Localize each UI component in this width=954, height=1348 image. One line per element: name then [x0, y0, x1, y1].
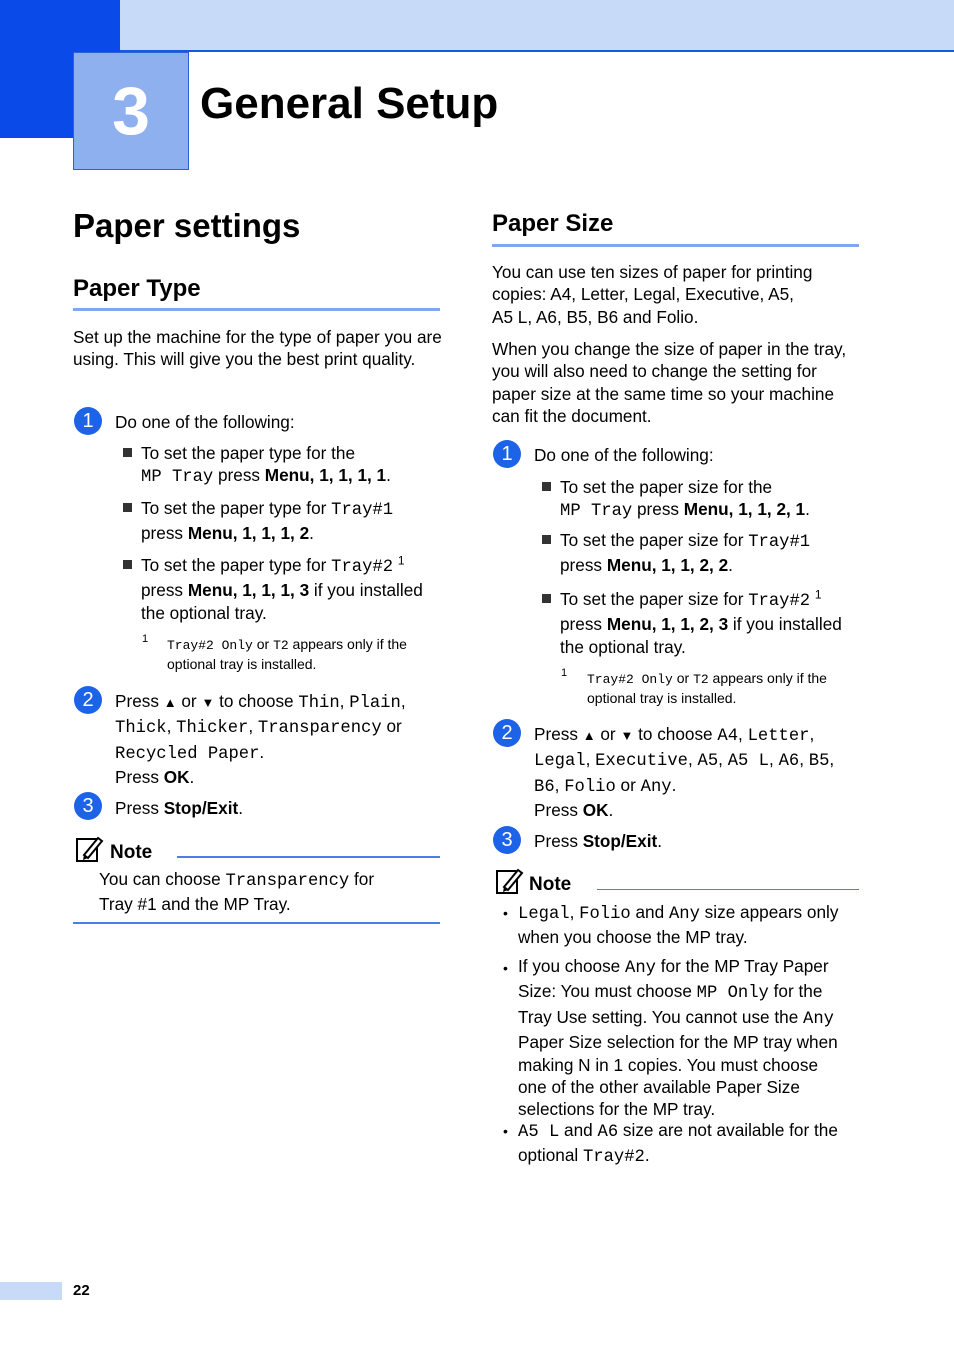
footnote-number: 1 — [142, 633, 149, 645]
step-1-number: 1 — [82, 409, 94, 432]
text: to choose — [633, 724, 718, 744]
option: B6 — [534, 777, 555, 797]
text: Paper Size selection for the MP tray when — [518, 1032, 838, 1053]
paper-size-rule — [492, 244, 859, 247]
step-3-badge — [493, 826, 521, 854]
text: Tray Use setting. You cannot use the — [518, 1006, 804, 1027]
step-2-text: Press ▲ or ▼ to choose A4, Letter, Legal, Executive, A5, A5 L, A6, B5, B6, Folio or Any. Press OK. — [534, 724, 835, 821]
text: Press — [534, 831, 583, 851]
down-arrow-icon: ▼ — [620, 728, 634, 743]
page-number: 22 — [73, 1282, 90, 1299]
text: press — [632, 499, 684, 520]
option: Recycled Paper — [115, 744, 260, 764]
text: You can choose — [99, 869, 226, 889]
note-text — [99, 868, 439, 916]
text: for the — [768, 981, 823, 1002]
text: To set the paper size for — [560, 589, 749, 609]
option: Tray#2 — [582, 1148, 645, 1168]
key-sequence: , 1, 1, 2, 2 — [651, 555, 729, 576]
text: the optional tray. — [141, 602, 267, 623]
text: , — [248, 716, 258, 737]
option: Any — [803, 1009, 834, 1029]
text: Press — [534, 724, 583, 744]
text: or — [672, 670, 694, 686]
up-arrow-icon: ▲ — [163, 695, 177, 710]
step-1-number: 1 — [501, 442, 513, 465]
text: or — [615, 774, 641, 795]
text: To set the paper size for — [560, 530, 749, 550]
text: , — [799, 749, 809, 770]
step-2-text: Press ▲ or ▼ to choose Thin, Plain, Thick, Thicker, Transparency or Recycled Paper. Press OK. — [115, 691, 406, 788]
text: making N in 1 copies. You must choose — [518, 1054, 818, 1075]
text: , — [687, 749, 698, 770]
note-item-1 — [518, 901, 863, 949]
step-1-badge — [74, 407, 102, 435]
text: appears only if the — [288, 636, 407, 652]
chapter-number: 3 — [112, 73, 150, 149]
bullet-text: To set the paper type for the — [141, 443, 356, 463]
option: A5 L — [727, 752, 769, 772]
text: for the MP Tray Paper — [655, 956, 829, 976]
text: , — [738, 724, 748, 744]
step-2-number: 2 — [82, 688, 94, 711]
step-2-badge — [74, 686, 102, 714]
option: B5 — [808, 752, 830, 772]
note-item-3 — [518, 1119, 863, 1170]
chapter-number-box — [73, 52, 189, 170]
footnote-ref: 1 — [814, 587, 822, 602]
text: press — [141, 580, 188, 601]
paper-size-intro-2: When you change the size of paper in the tray, you will also need to change the setting for paper size at the same time so your machine can fit the document. — [492, 339, 847, 427]
key-sequence: , 1, 1, 2, 1 — [728, 499, 806, 520]
text: or — [252, 636, 274, 652]
text: or — [176, 691, 202, 711]
text: Press — [115, 691, 164, 711]
menu-value: Tray#2 — [331, 558, 394, 577]
note-label: Note — [529, 874, 572, 895]
bullet-square — [542, 535, 551, 544]
text: appears only if the — [708, 670, 827, 686]
step-2-badge — [493, 719, 521, 747]
bullet-square — [123, 503, 132, 512]
text: . — [238, 798, 243, 818]
text: , — [166, 716, 177, 737]
right-bullet-2 — [560, 529, 860, 577]
key-sequence: , 1, 1, 1, 1 — [309, 465, 387, 486]
stop-exit-key: Stop/Exit — [582, 831, 658, 851]
menu-key: Menu — [606, 614, 652, 635]
note-pencil-icon — [496, 867, 524, 895]
option: Folio — [579, 905, 631, 924]
paper-type-rule — [73, 308, 440, 311]
text: . — [657, 831, 662, 851]
step-3-text — [115, 797, 243, 819]
text: press — [560, 555, 607, 576]
option: Legal — [518, 905, 570, 924]
left-bullet-1 — [141, 442, 441, 490]
step-1-text: Do one of the following: — [115, 412, 295, 432]
text: one of the other available Paper Size — [518, 1077, 800, 1098]
text: . — [671, 774, 677, 795]
text: , — [769, 749, 779, 770]
text: , — [554, 774, 565, 795]
text: optional — [518, 1145, 583, 1166]
text: To set the paper type for — [141, 555, 332, 575]
option: Executive — [595, 752, 688, 772]
text: size appears only — [699, 902, 839, 922]
section-title: Paper settings — [73, 207, 301, 244]
text: , — [339, 691, 350, 711]
step-1-text: Do one of the following: — [534, 445, 714, 465]
right-bullet-3 — [560, 588, 865, 658]
down-arrow-icon: ▼ — [201, 695, 215, 710]
bullet-square — [123, 448, 132, 457]
text: . — [805, 499, 810, 520]
bullet-square — [542, 594, 551, 603]
header-band — [120, 0, 954, 52]
bullet-text: To set the paper size for the — [560, 477, 773, 497]
footnote — [167, 635, 447, 673]
text: Press — [534, 800, 583, 821]
menu-key: Menu — [264, 465, 310, 486]
option: A4 — [717, 727, 739, 746]
text: , — [569, 902, 580, 922]
note-bullet: • — [503, 960, 508, 976]
text: . — [608, 800, 614, 821]
menu-key: Menu — [187, 580, 233, 601]
option: Thick — [115, 719, 167, 739]
bullet-square — [123, 560, 132, 569]
step-3-badge — [74, 792, 102, 820]
text: , — [718, 749, 728, 770]
option: Any — [640, 777, 672, 797]
note-pencil-icon — [76, 835, 104, 863]
text: . — [644, 1145, 650, 1166]
option: A6 — [778, 752, 800, 772]
option: Thin — [298, 694, 340, 713]
stop-exit-key: Stop/Exit — [163, 798, 239, 818]
menu-value: MP Tray — [560, 502, 633, 522]
menu-value: T2 — [693, 672, 709, 687]
paper-type-heading: Paper Type — [73, 275, 201, 302]
text: Size: You must choose — [518, 981, 697, 1002]
footnote — [587, 669, 867, 707]
text: If you choose — [518, 956, 626, 976]
option: Folio — [564, 777, 616, 797]
option: Any — [625, 959, 656, 978]
note-item-2 — [518, 955, 863, 1121]
footnote-ref: 1 — [397, 553, 405, 568]
text: press — [560, 614, 607, 635]
paper-size-heading: Paper Size — [492, 210, 614, 237]
option: Letter — [747, 727, 810, 746]
option: A5 — [697, 752, 719, 772]
step-3-text — [534, 830, 662, 852]
option: Transparency — [257, 719, 382, 739]
text: . — [309, 523, 314, 544]
text: when you choose the MP tray. — [518, 927, 748, 948]
text: or — [381, 716, 402, 737]
right-bullet-1 — [560, 476, 860, 524]
text: press — [141, 523, 188, 544]
note-top-rule — [177, 856, 440, 858]
key-sequence: , 1, 1, 1, 3 — [232, 580, 310, 601]
text: size are not available for the — [618, 1120, 838, 1140]
text: and — [559, 1120, 598, 1140]
menu-value: Tray#1 — [748, 533, 811, 552]
text: optional tray is installed. — [167, 656, 317, 672]
option: Transparency — [225, 872, 350, 891]
menu-value: Tray#2 Only — [167, 638, 253, 653]
option: Thicker — [176, 719, 249, 739]
paper-type-intro: Set up the machine for the type of paper you are using. This will give you the best print quality. — [73, 327, 442, 370]
text: To set the paper type for — [141, 498, 332, 518]
step-1-badge — [493, 440, 521, 468]
menu-key: Menu — [187, 523, 233, 544]
text: to choose — [214, 691, 299, 711]
option: Legal — [534, 752, 586, 772]
step-3-number: 3 — [82, 794, 94, 817]
text: Press — [115, 798, 164, 818]
key-sequence: , 1, 1, 2, 3 — [651, 614, 729, 635]
text: , — [585, 749, 596, 770]
text: for — [349, 869, 375, 889]
menu-value: Tray#2 — [748, 592, 811, 611]
key-sequence: , 1, 1, 1, 2 — [232, 523, 310, 544]
text: and — [630, 902, 669, 922]
menu-key: Menu — [683, 499, 729, 520]
menu-value: Tray#2 Only — [587, 672, 673, 687]
option: MP Only — [696, 984, 769, 1004]
option: Any — [668, 905, 700, 924]
ok-key: OK — [163, 767, 190, 788]
menu-value: T2 — [273, 638, 289, 653]
text: Press — [115, 767, 164, 788]
text: selections for the MP tray. — [518, 1099, 716, 1120]
left-bullet-2 — [141, 497, 441, 545]
left-bullet-3 — [141, 554, 446, 624]
text: Tray #1 and the MP Tray. — [99, 894, 291, 915]
note-label: Note — [110, 842, 153, 863]
note-bullet: • — [503, 1123, 508, 1139]
up-arrow-icon: ▲ — [582, 728, 596, 743]
menu-value: Tray#1 — [331, 501, 394, 520]
ok-key: OK — [582, 800, 609, 821]
menu-value: MP Tray — [141, 468, 214, 488]
option: A6 — [597, 1123, 619, 1142]
paper-size-intro-1: You can use ten sizes of paper for printing copies: A4, Letter, Legal, Executive, A5, A5 L, A6, B5, B6 and Folio. — [492, 262, 813, 327]
text: the optional tray. — [560, 636, 686, 657]
text: or — [595, 724, 621, 744]
text: if you installed — [309, 580, 423, 601]
text: press — [213, 465, 265, 486]
text: . — [189, 767, 195, 788]
text: if you installed — [728, 614, 842, 635]
bullet-square — [542, 482, 551, 491]
chapter-title: General Setup — [200, 79, 499, 128]
note-top-rule — [597, 889, 859, 890]
text: . — [259, 741, 265, 762]
step-3-number: 3 — [501, 828, 513, 851]
text: . — [728, 555, 733, 576]
footnote-number: 1 — [561, 667, 568, 679]
step-2-number: 2 — [501, 721, 513, 744]
menu-key: Menu — [606, 555, 652, 576]
option: Plain — [349, 694, 401, 713]
text: . — [386, 465, 391, 486]
note-bottom-rule — [73, 922, 440, 924]
text: optional tray is installed. — [587, 690, 737, 706]
option: A5 L — [518, 1123, 560, 1142]
footer-band — [0, 1282, 62, 1300]
note-bullet: • — [503, 905, 508, 921]
